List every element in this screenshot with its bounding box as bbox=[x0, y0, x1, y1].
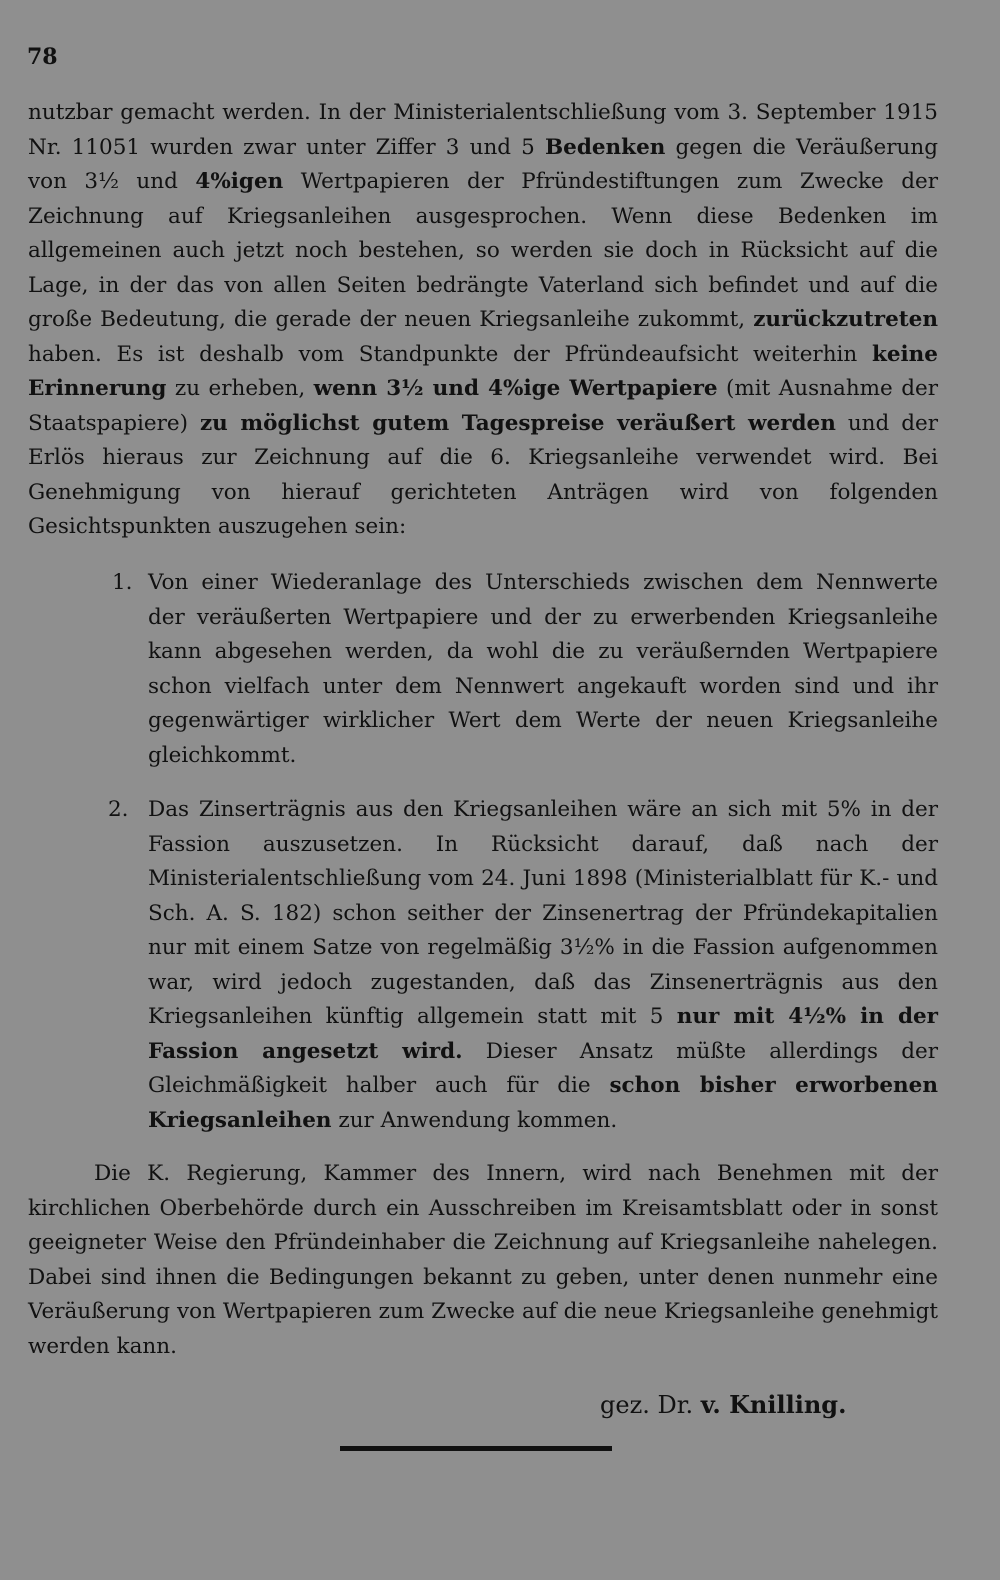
list-item-number: 2. bbox=[108, 797, 129, 822]
item2-text-1: Das Zinserträgnis aus den Kriegsanleihen wäre an sich mit 5% in der Fassion auszusetzen. In Rücksicht darauf, daß nach der Ministerialentschließung vom 24. Juni 1898 (Ministerialblatt für K.- und Sch. A. S. 182) schon seither der Zinsenertrag der Pfründekapitalien nur mit einem Satze von regelmäßig 3½% in die Fassion aufgenommen war, wird jedoch zugestanden, daß das Zinsenerträgnis aus den Kriegsanleihen künftig allgemein statt mit 5 bbox=[148, 797, 938, 1029]
intro-text-6: (mit Ausnahme der Staatspapiere) bbox=[28, 376, 938, 436]
intro-text-7: und der Erlös hieraus zur Zeichnung auf die 6. Kriegsanleihe verwendet wird. Bei Genehmigung von hierauf gerichteten Anträgen wird von folgenden Gesichtspunkten auszugehen sein: bbox=[28, 410, 938, 539]
signature-name: v. Knilling. bbox=[700, 1390, 847, 1419]
intro-emphasis-4: keine Erinnerung bbox=[28, 341, 938, 401]
intro-text-4: haben. Es ist deshalb vom Standpunkte der Pfründeaufsicht weiterhin bbox=[28, 341, 872, 367]
intro-emphasis-1: Bedenken bbox=[544, 134, 666, 160]
intro-emphasis-2: 4%igen bbox=[195, 169, 284, 194]
intro-emphasis-6: zu möglichst gutem Tagespreise veräußert werden bbox=[199, 410, 836, 436]
intro-text-2: gegen die Veräußerung von 3½ und bbox=[28, 134, 938, 194]
item2-emphasis-1: nur mit 4½% in der Fassion angesetzt wird. bbox=[148, 1004, 938, 1064]
list-item-2 bbox=[148, 793, 938, 1138]
intro-text-5: zu erheben, bbox=[166, 376, 314, 401]
signature-prefix: gez. Dr. bbox=[600, 1391, 694, 1419]
signature bbox=[600, 1390, 846, 1419]
intro-emphasis-5: wenn 3½ und 4%ige Wertpapiere bbox=[313, 376, 718, 401]
closing-paragraph: Die K. Regierung, Kammer des Innern, wird nach Benehmen mit der kirchlichen Oberbehörde durch ein Ausschreiben im Kreisamtsblatt oder in sonst geeigneter Weise den Pfründeinhaber die Zeichnung auf Kriegsanleihe nahelegen. Dabei sind ihnen die Bedingungen bekannt zu geben, unter denen nunmehr eine Veräußerung von Wertpapieren zum Zwecke auf die neue Kriegsanleihe genehmigt werden kann. bbox=[28, 1161, 938, 1359]
closing-rule bbox=[340, 1446, 612, 1451]
page-number: 78 bbox=[27, 44, 58, 70]
item2-text-3: zur Anwendung kommen. bbox=[331, 1107, 618, 1133]
list-item-number: 1. bbox=[112, 570, 133, 595]
item2-emphasis-2: schon bisher erworbenen Kriegsanleihen bbox=[148, 1073, 938, 1133]
intro-paragraph bbox=[28, 96, 938, 545]
item2-text-2: Dieser Ansatz müßte allerdings der Gleichmäßigkeit halber auch für die bbox=[148, 1038, 938, 1098]
intro-text-1: nutzbar gemacht werden. In der Ministerialentschließung vom 3. September 1915 Nr. 11051 wurden zwar unter Ziffer 3 und 5 bbox=[28, 100, 938, 160]
intro-text-3: Wertpapieren der Pfründestiftungen zum Zwecke der Zeichnung auf Kriegsanleihen ausgesprochen. Wenn diese Bedenken im allgemeinen auch jetzt noch bestehen, so werden sie doch in Rücksicht auf die Lage, in der das von allen Seiten bedrängte Vaterland sich befindet und auf die große Bedeutung, die gerade der neuen Kriegsanleihe zukommt, bbox=[28, 169, 938, 332]
intro-emphasis-3: zurückzutreten bbox=[753, 307, 938, 332]
list-item-1: Von einer Wiederanlage des Unterschieds zwischen dem Nennwerte der veräußerten Wertpapiere und der zu erwerbenden Kriegsanleihe kann abgesehen werden, da wohl die zu veräußernden Wertpapiere schon vielfach unter dem Nennwert angekauft worden sind und ihr gegenwärtiger wirklicher Wert dem Werte der neuen Kriegsanleihe gleichkommt. bbox=[148, 570, 938, 768]
